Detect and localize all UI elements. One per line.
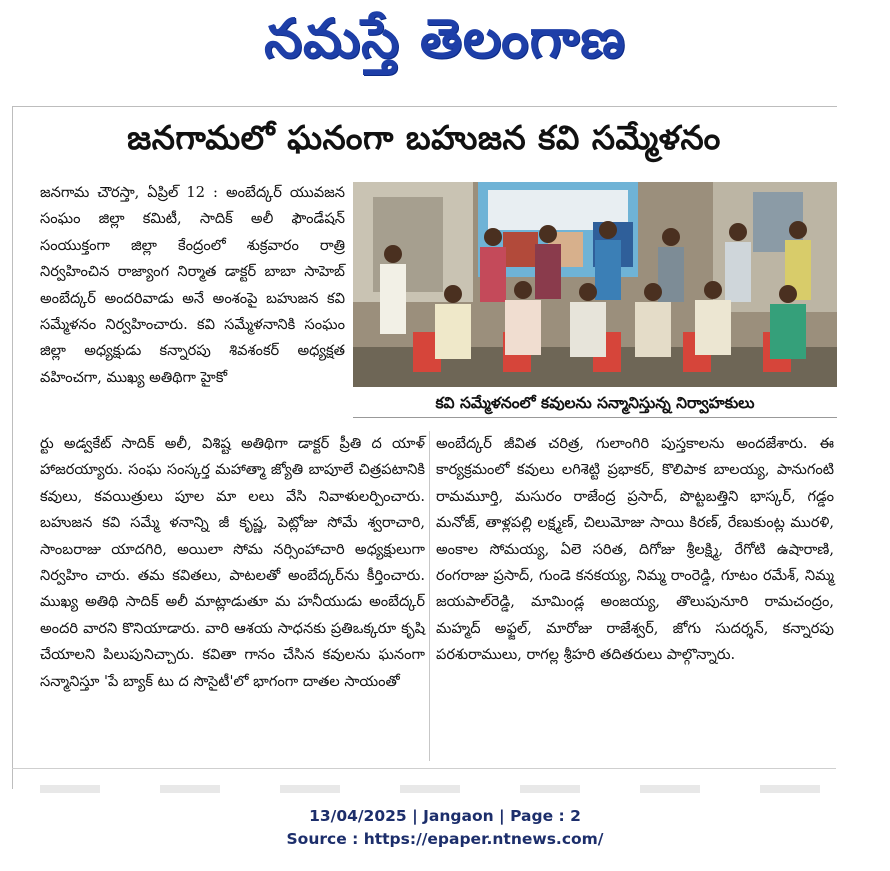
- footer-date-edition: 13/04/2025 | Jangaon | Page : 2: [309, 807, 581, 825]
- article-column-left-top: జనగామ చౌరస్తా, ఏప్రిల్ 12 : అంబేద్కర్ యువజన సంఘం జిల్లా కమిటీ, సాదిక్ అలీ ఫౌండేషన్ సంయుక్తంగా జిల్లా కేంద్రంలో శుక్రవారం రాత్రి నిర్వహించిన రాజ్యాంగ నిర్మాత డాక్టర్ బాబా సాహెబ్ అంబేద్కర్ అందరివాడు అనే అంశంపై బహుజన కవి సమ్మేళనం నిర్వహించారు. కవి సమ్మేళనానికి సంఘం జిల్లా అధ్యక్షుడు కన్నారపు శివశంకర్ అధ్యక్షత వహించగా, ముఖ్య అతిథిగా హైకో: [40, 184, 345, 386]
- footer: [0, 805, 890, 851]
- newspaper-logo: నమస్తే తెలంగాణ: [264, 6, 626, 70]
- masthead: [0, 0, 890, 90]
- article-column-right: అంబేద్కర్ జీవిత చరిత్ర, గులాంగిరి పుస్తకాలను అందజేశారు. ఈ కార్యక్రమంలో కవులు లగిశెట్టి ప్రభాకర్, కొలిపాక బాలయ్య, పానుగంటి రామమూర్తి, మసురం రాజేంద్ర ప్రసాద్, పొట్టబత్తిని భాస్కర్, గడ్డం మనోజ్, తాళ్లపల్లి లక్ష్మణ్, చిలుమోజు సాయి కిరణ్, రేణుకుంట్ల మురళి, అంకాల సోమయ్య, ఏలె సరిత, దిగోజు శ్రీలక్ష్మి, రేగోటి ఉషారాణి, రంగరాజు ప్రసాద్, గుండె కనకయ్య, నిమ్మ రాంరెడ్డి, గూటం రమేశ్, నిమ్మ జయపాల్‌రెడ్డి, మామిండ్ల అంజయ్య, తొలుపునూరి రామచంద్రం, మహ్మద్ అఫ్జల్, మారోజు రాజేశ్వర్, జోగు సుదర్శన్, కన్నారపు పరశురాములు, రాగల్ల శ్రీహరి తదితరులు పాల్గొన్నారు.: [436, 435, 834, 664]
- event-photo-illustration: [353, 182, 837, 387]
- footer-source: Source : https://epaper.ntnews.com/: [286, 830, 604, 848]
- photo-caption: కవి సమ్మేళనంలో కవులను సన్మానిస్తున్న నిర్వాహకులు: [353, 389, 837, 418]
- article-photo: [353, 182, 837, 387]
- article-headline: జనగామలో ఘనంగా బహుజన కవి సమ్మేళనం: [127, 118, 721, 157]
- column-divider: [429, 431, 430, 761]
- article-column-left-bottom: ర్టు అడ్వకేట్ సాదిక్ అలీ, విశిష్ట అతిథిగా డాక్టర్ ప్రీతి ద యాళ్ హాజరయ్యారు. సంఘ సంస్కర్త మహాత్మా జ్యోతి బాపూలే చిత్రపటానికి కవులు, కవయిత్రులు పూల మా లలు వేసి నివాళులర్పించారు. బహుజన కవి సమ్మే ళనాన్ని జీ కృష్ణ, పెట్లోజు సోమే శ్వరాచారి, సాంబరాజు యాదగిరి, అయిలా సోమ నర్సింహాచారి అధ్యక్షులుగా నిర్వహిం చారు. తమ కవితలు, పాటలతో అంబేద్కర్‌ను కీర్తించారు. ముఖ్య అతిథి సాదిక్ అలీ మాట్లాడుతూ మ హనీయుడు అంబేద్కర్ అందరి వారని కొనియాడారు. వారి ఆశయ సాధనకు ప్రతిఒక్కరూ కృషి చేయాలని పిలుపునిచ్చారు. కవితా గానం చేసిన కవులను ఘనంగా సన్మానిస్తూ 'పే బ్యాక్ టు ద సొసైటీ'లో భాగంగా దాతల సాయంతో: [40, 435, 425, 690]
- cut-off-text-strip: [40, 785, 830, 793]
- clipping-bottom-rule: [12, 768, 836, 769]
